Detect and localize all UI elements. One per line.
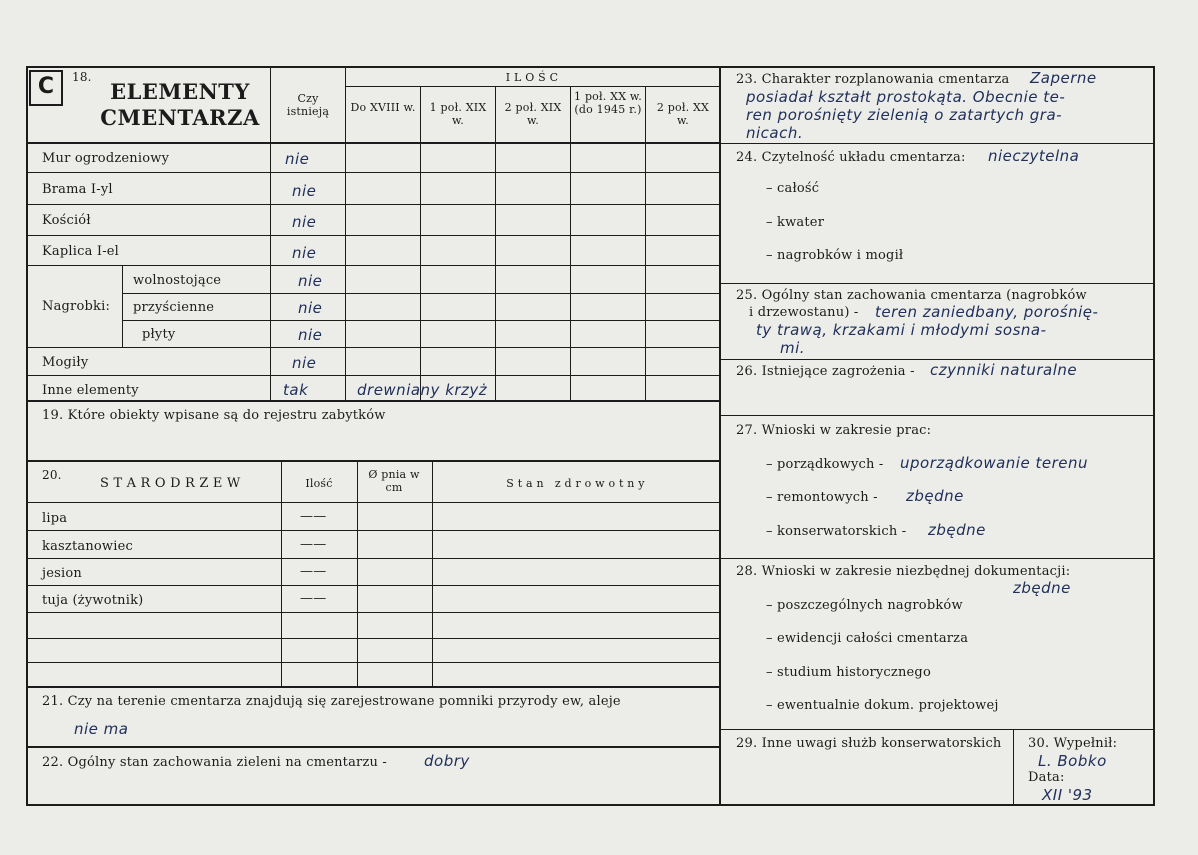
column-period-3: 2 poł. XIX w.: [504, 101, 562, 127]
section-title-line1: ELEMENTY: [110, 79, 250, 104]
answer-23-line4: nicach.: [746, 124, 804, 142]
item-27-konserwatorskich: – konserwatorskich -: [766, 524, 907, 539]
item-24-calosc: – całość: [766, 181, 820, 196]
date-label: Data:: [1028, 770, 1065, 785]
item-24-nagrobkow: – nagrobków i mogił: [766, 248, 904, 263]
section-title-line2: CMENTARZA: [100, 105, 260, 130]
answer-21: nie ma: [74, 720, 129, 738]
answer-28: zbędne: [1013, 579, 1071, 597]
row-value-kaplica: nie: [292, 244, 317, 262]
row-label-plyty: płyty: [142, 327, 176, 342]
item-24-kwater: – kwater: [766, 215, 825, 230]
row-label-kosciol: Kościół: [42, 213, 91, 228]
row-note-inne: drewniany krzyż: [357, 381, 488, 399]
answer-27-konserwatorskich: zbędne: [928, 521, 986, 539]
row-label-mur: Mur ogrodzeniowy: [42, 151, 170, 166]
filled-by-name: L. Bobko: [1038, 752, 1107, 770]
tree-ilosc-kasztanowiec: ——: [300, 537, 327, 552]
row-value-inne: tak: [283, 381, 309, 399]
answer-27-porzadkowych: uporządkowanie terenu: [900, 454, 1088, 472]
row-label-przyscienne: przyścienne: [133, 300, 215, 315]
item-28-projektowej: – ewentualnie dokum. projektowej: [766, 698, 999, 713]
question-25-line2: i drzewostanu) -: [749, 305, 859, 320]
question-26: 26. Istniejące zagrożenia -: [736, 364, 915, 379]
question-19: 19. Które obiekty wpisane są do rejestru zabytków: [42, 408, 386, 423]
answer-25-line2: ty trawą, krzakami i młodymi sosna-: [756, 321, 1047, 339]
column-tree-pnia: Ø pnia w cm: [368, 468, 420, 494]
question-28: 28. Wnioski w zakresie niezbędnej dokumentacji:: [736, 564, 1071, 579]
column-period-5: 2 poł. XX w.: [656, 101, 710, 127]
row-label-kaplica: Kaplica I-el: [42, 244, 120, 259]
column-czy-istnieja: Czy istnieją: [286, 92, 330, 118]
question-29: 29. Inne uwagi służb konserwatorskich: [736, 736, 1002, 751]
answer-25-line3: mi.: [780, 339, 806, 357]
answer-25-line1: teren zaniedbany, porośnię-: [875, 303, 1099, 321]
tree-ilosc-lipa: ——: [300, 509, 327, 524]
section-number: 18.: [72, 70, 92, 84]
row-label-brama: Brama I-yl: [42, 182, 113, 197]
question-25-line1: 25. Ogólny stan zachowania cmentarza (nagrobków: [736, 288, 1087, 303]
question-20-number: 20.: [42, 468, 62, 482]
starodrzew-title: S T A R O D R Z E W: [100, 476, 241, 491]
row-label-mogily: Mogiły: [42, 355, 89, 370]
answer-27-remontowych: zbędne: [906, 487, 964, 505]
tree-name-jesion: jesion: [42, 566, 82, 581]
column-period-4: 1 poł. XX w. (do 1945 r.): [574, 90, 642, 116]
tree-ilosc-jesion: ——: [300, 564, 327, 579]
item-28-nagrobkow: – poszczególnych nagrobków: [766, 598, 963, 613]
nagrobki-label: Nagrobki:: [42, 299, 111, 314]
column-tree-stan: S t a n z d r o w o t n y: [506, 477, 645, 490]
item-27-porzadkowych: – porządkowych -: [766, 457, 884, 472]
answer-26: czynniki naturalne: [930, 361, 1078, 379]
column-tree-ilosc: Ilość: [305, 477, 333, 490]
item-28-ewidencji: – ewidencji całości cmentarza: [766, 631, 969, 646]
column-period-2: 1 poł. XIX w.: [429, 101, 487, 127]
question-22: 22. Ogólny stan zachowania zieleni na cmentarzu -: [42, 755, 388, 770]
column-period-1: Do XVIII w.: [350, 101, 416, 114]
section-letter-box: C: [29, 70, 63, 106]
column-ilosc: I L O Ś C: [505, 71, 559, 84]
item-28-studium: – studium historycznego: [766, 665, 931, 680]
answer-23-line3: ren porośnięty zielenią o zatartych gra-: [746, 106, 1063, 124]
answer-22: dobry: [424, 752, 470, 770]
tree-name-tuja: tuja (żywotnik): [42, 593, 144, 608]
tree-name-kasztanowiec: kasztanowiec: [42, 539, 133, 554]
answer-23-line1: Zaperne: [1030, 69, 1097, 87]
question-27: 27. Wnioski w zakresie prac:: [736, 423, 932, 438]
answer-23-line2: posiadał kształt prostokąta. Obecnie te-: [746, 88, 1066, 106]
question-21: 21. Czy na terenie cmentarza znajdują się zarejestrowane pomniki przyrody ew, aleje: [42, 694, 621, 709]
question-30: 30. Wypełnił:: [1028, 736, 1118, 751]
row-value-plyty: nie: [298, 326, 323, 344]
row-value-mogily: nie: [292, 354, 317, 372]
row-label-wolnostojace: wolnostojące: [133, 273, 222, 288]
row-value-mur: nie: [285, 150, 310, 168]
item-27-remontowych: – remontowych -: [766, 490, 878, 505]
tree-name-lipa: lipa: [42, 511, 68, 526]
answer-24: nieczytelna: [988, 147, 1080, 165]
question-23: 23. Charakter rozplanowania cmentarza: [736, 72, 1010, 87]
date-value: XII '93: [1042, 786, 1093, 804]
row-value-wolnostojace: nie: [298, 272, 323, 290]
tree-ilosc-tuja: ——: [300, 591, 327, 606]
row-label-inne: Inne elementy: [42, 383, 139, 398]
question-24: 24. Czytelność układu cmentarza:: [736, 150, 966, 165]
row-value-przyscienne: nie: [298, 299, 323, 317]
row-value-kosciol: nie: [292, 213, 317, 231]
row-value-brama: nie: [292, 182, 317, 200]
